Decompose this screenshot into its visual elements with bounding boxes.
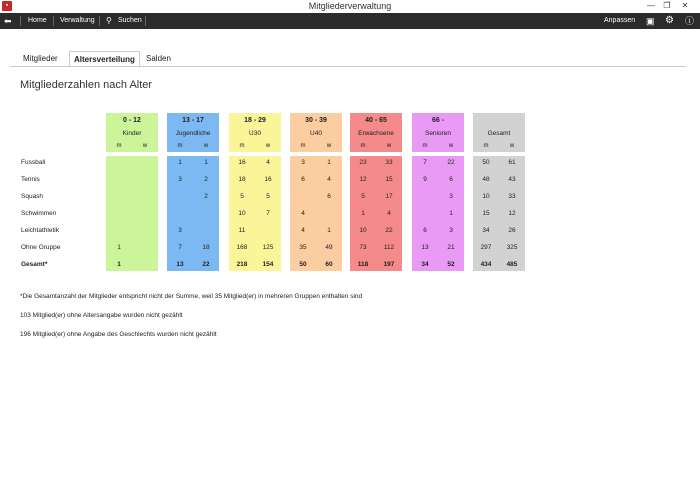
table-cell: 18 [202, 244, 210, 251]
group-label: U40 [310, 130, 322, 137]
table-cell: 485 [506, 261, 518, 268]
table-cell: 4 [301, 210, 305, 217]
table-cell: 3 [178, 227, 182, 234]
column-gap [473, 152, 525, 156]
table-cell: 3 [178, 176, 182, 183]
tab-mitglieder[interactable]: Mitglieder [23, 54, 58, 63]
close-icon[interactable]: ✕ [681, 1, 689, 10]
row-label: Tennis [21, 176, 40, 183]
female-header: w [448, 143, 454, 149]
table-cell: 4 [327, 176, 331, 183]
table-cell: 50 [299, 261, 307, 268]
table-cell: 5 [240, 193, 244, 200]
male-header: m [116, 143, 122, 149]
table-cell: 1 [117, 244, 121, 251]
table-cell: 5 [266, 193, 270, 200]
row-label: Leichtathletik [21, 227, 59, 234]
table-cell: 325 [506, 244, 518, 251]
column-header-gesamt [473, 113, 525, 152]
row-label: Squash [21, 193, 44, 200]
female-header: w [386, 143, 392, 149]
table-cell: 112 [383, 244, 395, 251]
table-cell: 22 [202, 261, 210, 268]
male-header: m [422, 143, 428, 149]
table-cell: 3 [449, 227, 453, 234]
table-cell: 22 [385, 227, 393, 234]
table-cell: 34 [421, 261, 429, 268]
table-cell: 4 [387, 210, 391, 217]
table-cell: 35 [299, 244, 307, 251]
age-range: 40 - 65 [365, 117, 387, 124]
table-cell: 6 [449, 176, 453, 183]
table-cell: 4 [301, 227, 305, 234]
column-gap [412, 152, 464, 156]
table-cell: 18 [238, 176, 246, 183]
table-cell: 17 [385, 193, 393, 200]
footnote-total: *Die Gesamtanzahl der Mitglieder entspricht nicht der Summe, weil 35 Mitglied(er) in mehreren Gruppen enthalten sind [20, 293, 363, 300]
male-header: m [483, 143, 489, 149]
column-header-senioren [412, 113, 464, 152]
table-cell: 168 [236, 244, 248, 251]
tab-altersverteilung[interactable]: Altersverteilung [69, 51, 140, 67]
male-header: m [239, 143, 245, 149]
table-cell: 1 [117, 261, 121, 268]
table-cell: 26 [508, 227, 516, 234]
table-cell: 12 [359, 176, 367, 183]
toolbar-divider [145, 16, 146, 26]
table-cell: 50 [482, 159, 490, 166]
table-cell: 16 [264, 176, 272, 183]
column-gap [106, 152, 158, 156]
table-cell: 11 [238, 227, 246, 234]
gear-icon[interactable]: ⚙ [665, 15, 674, 26]
column-gap [229, 152, 281, 156]
group-label: Jugendliche [175, 130, 211, 137]
table-cell: 13 [176, 261, 184, 268]
table-cell: 13 [421, 244, 429, 251]
report-icon[interactable]: ▣ [646, 16, 655, 26]
table-cell: 2 [204, 176, 208, 183]
info-icon[interactable]: ⓘ [685, 16, 695, 26]
male-header: m [360, 143, 366, 149]
back-icon[interactable]: ⬅ [4, 16, 12, 26]
toolbar [0, 13, 700, 29]
tab-salden[interactable]: Salden [146, 54, 171, 63]
age-range: 13 - 17 [182, 117, 204, 124]
table-cell: 1 [327, 227, 331, 234]
table-cell: 1 [204, 159, 208, 166]
toolbar-divider [20, 16, 21, 26]
female-header: w [509, 143, 515, 149]
table-cell: 52 [447, 261, 455, 268]
minimize-icon[interactable]: — [647, 1, 655, 10]
table-cell: 48 [482, 176, 490, 183]
table-cell: 10 [482, 193, 490, 200]
column-gap [290, 152, 342, 156]
age-range: 66 - [431, 117, 445, 124]
table-cell: 73 [359, 244, 367, 251]
table-cell: 16 [238, 159, 246, 166]
table-cell: 197 [383, 261, 395, 268]
age-range: 30 - 39 [305, 117, 327, 124]
table-cell: 7 [178, 244, 182, 251]
table-cell: 33 [385, 159, 393, 166]
table-cell: 3 [449, 193, 453, 200]
table-cell: 297 [480, 244, 492, 251]
table-cell: 34 [482, 227, 490, 234]
group-label: Kinder [122, 130, 142, 137]
group-label: Erwachsene [358, 130, 394, 137]
app-icon: ▪ [2, 1, 12, 11]
table-cell: 3 [301, 159, 305, 166]
table-cell: 4 [266, 159, 270, 166]
footnote-gender: 196 Mitglied(er) ohne Angabe des Geschlechts wurden nicht gezählt [20, 331, 217, 338]
column-header-u30 [229, 113, 281, 152]
table-cell: 22 [447, 159, 455, 166]
row-label: Ohne Gruppe [21, 244, 61, 251]
table-cell: 10 [238, 210, 246, 217]
table-cell: 434 [480, 261, 492, 268]
table-cell: 21 [447, 244, 455, 251]
table-cell: 154 [262, 261, 274, 268]
column-gap [350, 152, 402, 156]
table-cell: 1 [178, 159, 182, 166]
column-header-kinder [106, 113, 158, 152]
table-cell: 6 [423, 227, 427, 234]
table-cell: 7 [423, 159, 427, 166]
table-cell: 61 [508, 159, 516, 166]
male-header: m [177, 143, 183, 149]
tab-divider [10, 66, 686, 67]
table-cell: 125 [262, 244, 274, 251]
verwaltung-button[interactable]: Verwaltung [60, 17, 95, 24]
table-cell: 23 [359, 159, 367, 166]
group-label: Gesamt [487, 130, 511, 137]
anpassen-button[interactable]: Anpassen [604, 17, 636, 24]
age-range: 0 - 12 [123, 117, 141, 124]
table-cell: 15 [482, 210, 490, 217]
table-cell: 9 [423, 176, 427, 183]
female-header: w [203, 143, 209, 149]
table-cell: 5 [361, 193, 365, 200]
table-cell: 2 [204, 193, 208, 200]
table-cell: 49 [325, 244, 333, 251]
footnote-age: 103 Mitglied(er) ohne Altersangabe wurden nicht gezählt [20, 312, 183, 319]
suchen-button[interactable]: Suchen [118, 17, 142, 24]
table-cell: 33 [508, 193, 516, 200]
home-button[interactable]: Home [28, 17, 47, 24]
group-label: Senioren [424, 130, 452, 137]
column-header-u40 [290, 113, 342, 152]
table-cell: 10 [359, 227, 367, 234]
row-label: Schwimmen [21, 210, 57, 217]
search-icon[interactable]: ⚲ [106, 16, 112, 25]
table-cell: 60 [325, 261, 333, 268]
female-header: w [265, 143, 271, 149]
table-cell: 118 [357, 261, 369, 268]
row-label: Gesamt* [21, 261, 48, 268]
window-title: Mitgliederverwaltung [308, 1, 392, 11]
table-cell: 15 [385, 176, 393, 183]
table-cell: 1 [361, 210, 365, 217]
table-cell: 6 [327, 193, 331, 200]
restore-icon[interactable]: ❐ [663, 1, 671, 10]
row-label: Fussball [21, 159, 46, 166]
table-cell: 1 [449, 210, 453, 217]
table-cell: 43 [508, 176, 516, 183]
group-label: U30 [249, 130, 261, 137]
title-bar [0, 0, 700, 13]
toolbar-divider [99, 16, 100, 26]
table-cell: 6 [301, 176, 305, 183]
page-title: Mitgliederzahlen nach Alter [20, 79, 153, 91]
male-header: m [300, 143, 306, 149]
table-cell: 7 [266, 210, 270, 217]
table-cell: 218 [236, 261, 248, 268]
age-range: 18 - 29 [244, 117, 266, 124]
toolbar-divider [53, 16, 54, 26]
column-header-jugendliche [167, 113, 219, 152]
female-header: w [142, 143, 148, 149]
table-cell: 12 [508, 210, 516, 217]
table-cell: 1 [327, 159, 331, 166]
column-header-erwachsene [350, 113, 402, 152]
female-header: w [326, 143, 332, 149]
column-gap [167, 152, 219, 156]
